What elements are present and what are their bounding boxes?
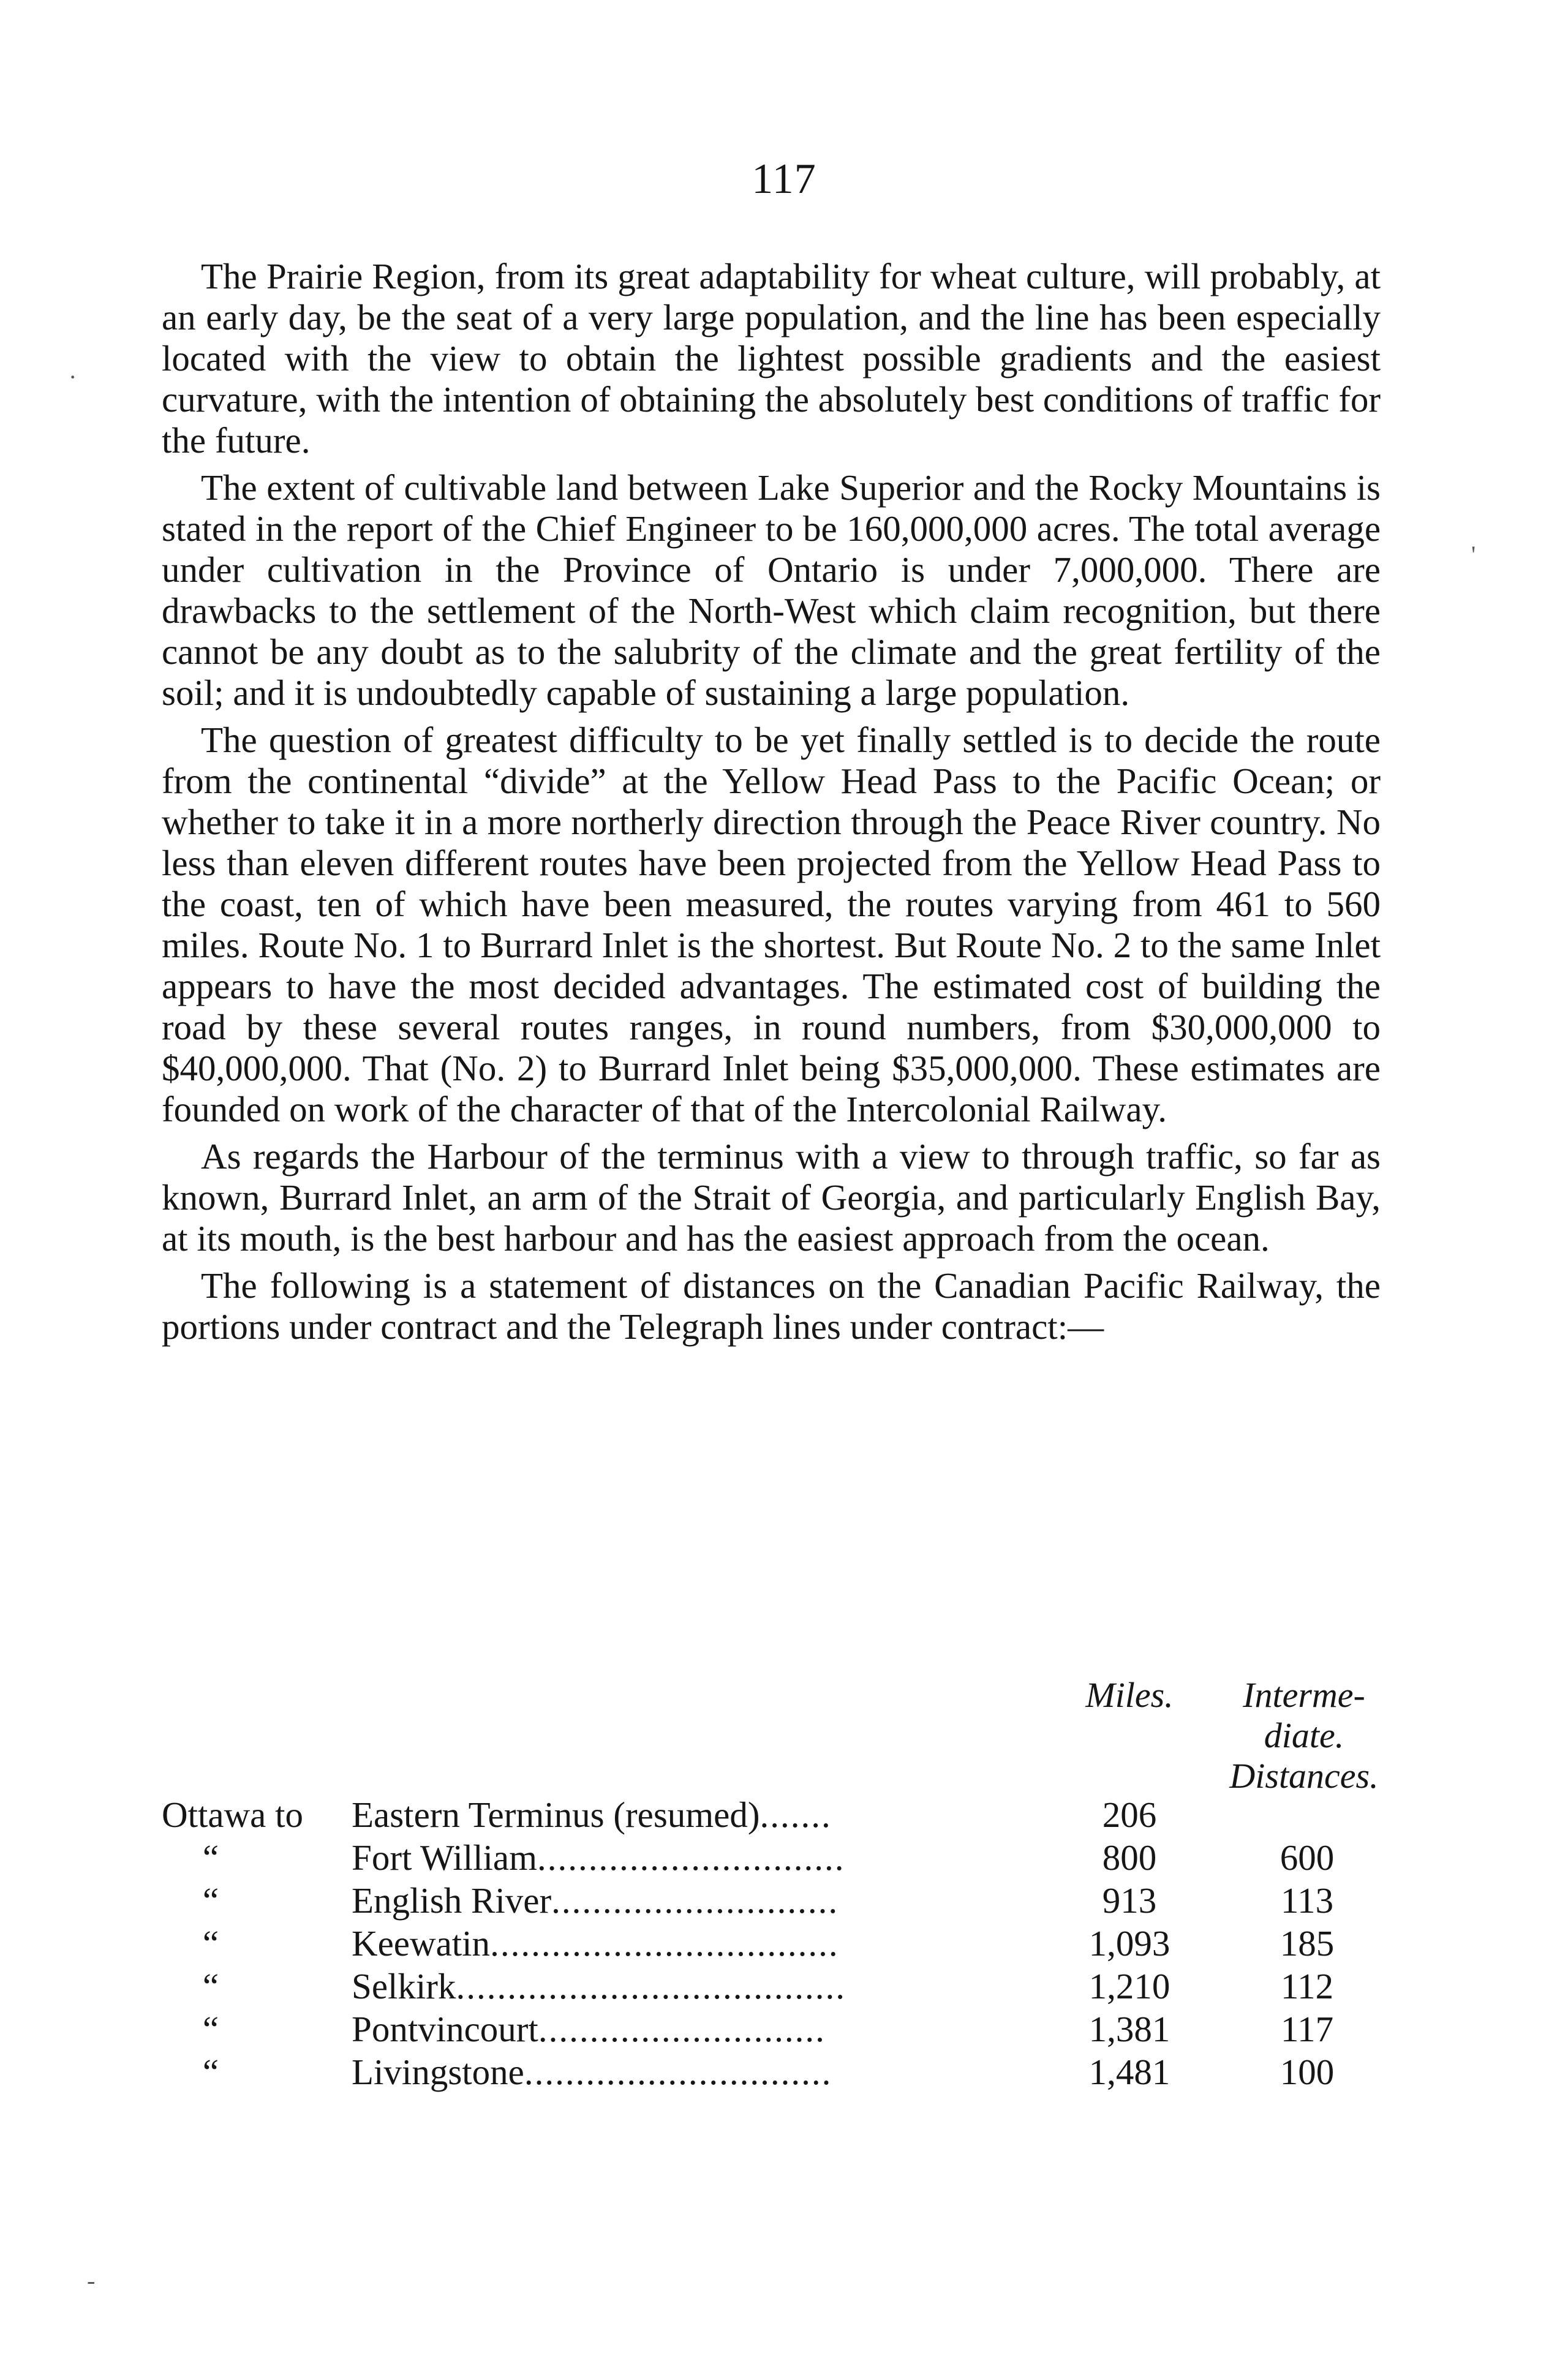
table-body [162, 1793, 1387, 2093]
dot-leader: ....... [760, 1794, 832, 1835]
row-miles: 1,481 [1088, 2052, 1170, 2092]
table-row [162, 2050, 1387, 2093]
dot-leader: .................................. [490, 1923, 839, 1964]
row-intermediate: 112 [1280, 1966, 1334, 2006]
row-miles: 800 [1102, 1837, 1157, 1878]
table-row [162, 1965, 1387, 2008]
row-intermediate: 185 [1280, 1923, 1335, 1964]
dot-leader: ............................ [538, 2009, 826, 2049]
table-row [162, 1836, 1387, 1879]
row-origin [162, 1879, 345, 1922]
row-destination [352, 2008, 995, 2050]
dot-leader: ...................................... [456, 1966, 846, 2006]
row-origin [162, 2050, 345, 2093]
row-miles: 206 [1102, 1794, 1157, 1835]
row-destination [352, 1965, 995, 2008]
row-intermediate: 600 [1280, 1837, 1335, 1878]
destination-name: Selkirk [352, 1966, 456, 2006]
row-destination [352, 1922, 995, 1965]
table-row [162, 1922, 1387, 1965]
page-number: 117 [752, 156, 816, 203]
table-row [162, 1879, 1387, 1922]
ditto-mark: “ [202, 2009, 219, 2049]
row-origin [162, 1836, 345, 1879]
table-row [162, 1793, 1387, 1836]
margin-speck: · [69, 363, 77, 391]
ditto-mark: “ [202, 1923, 219, 1964]
row-miles: 1,381 [1088, 2009, 1170, 2049]
margin-speck: - [87, 2267, 96, 2294]
dot-leader: ............................ [551, 1880, 839, 1921]
destination-name: English River [352, 1880, 552, 1921]
header-line: diate. [1264, 1715, 1344, 1755]
ditto-mark: “ [202, 1880, 219, 1921]
margin-speck: ' [1471, 541, 1476, 568]
table-header [162, 1675, 1387, 1798]
row-destination [352, 1836, 995, 1879]
row-intermediate: 100 [1280, 2052, 1335, 2092]
paragraph-distances-intro: The following is a statement of distances on the Canadian Pacific Railway, the portions under contract and the Telegraph lines under contract:— [162, 1265, 1381, 1347]
destination-name: Fort William [352, 1837, 538, 1878]
paragraph-cultivable-land: The extent of cultivable land between Lake Superior and the Rocky Mountains is stated in the report of the Chief Engineer to be 160,000,000 acres. The total average under cultivation in the Province of Ontario is under 7,000,000. There are drawbacks to the settlement of the North-West which claim recognition, but there cannot be any doubt as to the salubrity of the climate and the great fertility of the soil; and it is undoubtedly capable of sustaining a large population. [162, 467, 1381, 713]
row-miles: 913 [1102, 1880, 1157, 1921]
row-destination [352, 2050, 995, 2093]
table-row [162, 2008, 1387, 2050]
row-destination [352, 1793, 995, 1836]
paragraph-harbour: As regards the Harbour of the terminus with a view to through traffic, so far as known, Burrard Inlet, an arm of the Strait of Georgia, and particularly English Bay, at its mouth, is the best harbour and has the easiest approach from the ocean. [162, 1136, 1381, 1259]
paragraph-route-question: The question of greatest difficulty to be yet finally settled is to decide the route from the continental “divide” at the Yellow Head Pass to the Pacific Ocean; or whether to take it in a more northerly direction through the Peace River country. No less than eleven different routes have been projected from the Yellow Head Pass to the coast, ten of which have been measured, the routes varying from 461 to 560 miles. Route No. 1 to Burrard Inlet is the shortest. But Route No. 2 to the same Inlet appears to have the most decided advantages. The estimated cost of building the road by these several routes ranges, in round numbers, from $30,000,000 to $40,000,000. That (No. 2) to Burrard Inlet being $35,000,000. These estimates are founded on work of the character of that of the Intercolonial Railway. [162, 720, 1381, 1129]
dot-leader: .............................. [537, 1837, 845, 1878]
dot-leader: .............................. [524, 2052, 832, 2092]
row-origin: Ottawa to [162, 1794, 304, 1835]
row-origin [162, 1922, 345, 1965]
row-intermediate: 117 [1280, 2009, 1334, 2049]
row-origin [162, 2008, 345, 2050]
destination-name: Eastern Terminus (resumed) [352, 1794, 760, 1835]
column-header-miles: Miles. [1085, 1675, 1174, 1715]
row-destination [352, 1879, 995, 1922]
row-miles: 1,093 [1088, 1923, 1170, 1964]
body-text [162, 256, 1381, 1354]
row-origin [162, 1965, 345, 2008]
destination-name: Pontvincourt [352, 2009, 538, 2049]
header-line: Interme- [1243, 1675, 1365, 1715]
ditto-mark: “ [202, 1966, 219, 2006]
ditto-mark: “ [202, 2052, 219, 2092]
destination-name: Keewatin [352, 1923, 491, 1964]
header-line: Distances. [1229, 1756, 1379, 1796]
destination-name: Livingstone [352, 2052, 524, 2092]
row-intermediate: 113 [1280, 1880, 1334, 1921]
paragraph-prairie-region: The Prairie Region, from its great adaptability for wheat culture, will probably, at an early day, be the seat of a very large population, and the line has been especially located with the view to obtain the lightest possible gradients and the easiest curvature, with the intention of obtaining the absolutely best conditions of traffic for the future. [162, 256, 1381, 461]
column-header-intermediate-distances [1221, 1675, 1387, 1796]
ditto-mark: “ [202, 1837, 219, 1878]
row-miles: 1,210 [1088, 1966, 1170, 2006]
